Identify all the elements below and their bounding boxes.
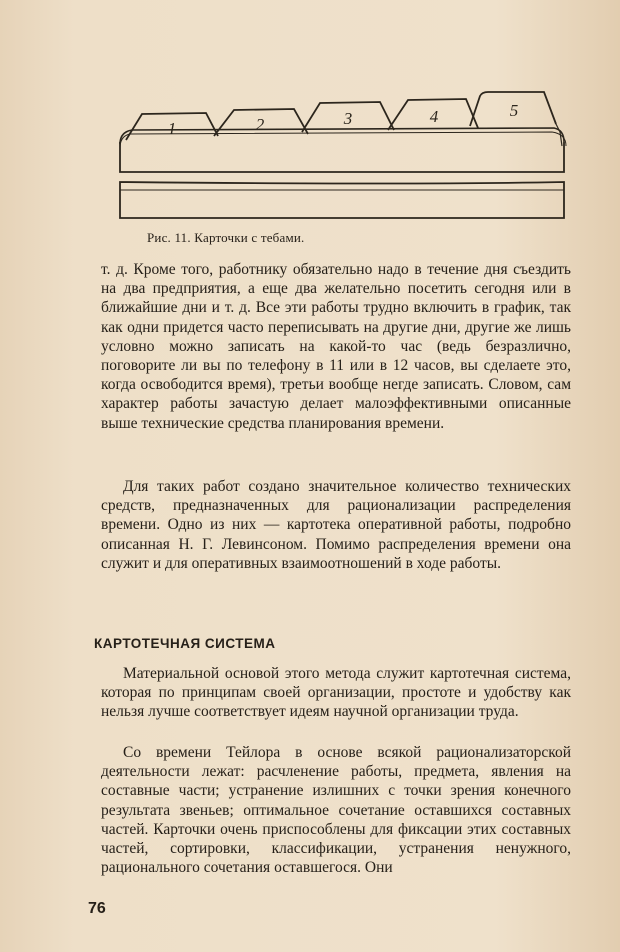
tab-label-3: 3 (343, 109, 353, 128)
paragraph-2-block (101, 477, 571, 573)
paragraph-4: Со времени Тейлора в основе всякой рационализаторской деятельности лежат: расчленение работы, предмета, явления на составные части; устранение излишних с точки зрения конечного результата звеньев; оптимальное сочетание оставшихся составных частей. Карточки очень приспособлены для фиксации этих составных частей, сортировки, классификации, устранения ненужного, рационального сочетания оставшегося. Они (101, 744, 571, 877)
paragraph-3: Материальной основой этого метода служит картотечная система, которая по принципам своей организации, простоте и удобству как нельзя лучше соответствует идеям научной организации труда. (101, 665, 571, 721)
paragraph-2: Для таких работ создано значительное количество технических средств, предназначенных для рационализации распределения времени. Одно из них — картотека оперативной работы, подробно описанная Н. Г. Левинсоном. Помимо распределения времени она служит и для оперативных взаимоотношений в ходе работы. (101, 478, 571, 572)
tab-label-2: 2 (255, 115, 265, 134)
tab-label-5: 5 (509, 101, 519, 120)
paragraph-1-block (101, 260, 571, 433)
tab-label-1: 1 (167, 119, 177, 138)
section-heading: КАРТОТЕЧНАЯ СИСТЕМА (94, 636, 276, 651)
tab-label-4: 4 (429, 107, 439, 126)
page-number: 76 (88, 900, 106, 917)
card-tabs-illustration (112, 86, 572, 226)
card-tabs-figure (112, 86, 572, 226)
figure-caption: Рис. 11. Карточки с тебами. (147, 230, 305, 245)
paragraph-3-block (101, 664, 571, 722)
paragraph-4-block (101, 743, 571, 877)
paragraph-1: т. д. Кроме того, работнику обязательно надо в течение дня съездить на два предприятия, а еще два желательно посетить сегодня или в ближайшие дни и т. д. Все эти работы трудно включить в график, так как одни придется часто переписывать на другие дни, другие же лишь условно можно записать на какой-то час (ведь безразлично, поговорите ли вы по телефону в 11 или в 12 часов, вы сделаете это, когда освободится время), третьи вообще негде записать. Словом, сам характер работы зачастую делает малоэффективными описанные выше технические средства планирования времени. (101, 261, 571, 432)
